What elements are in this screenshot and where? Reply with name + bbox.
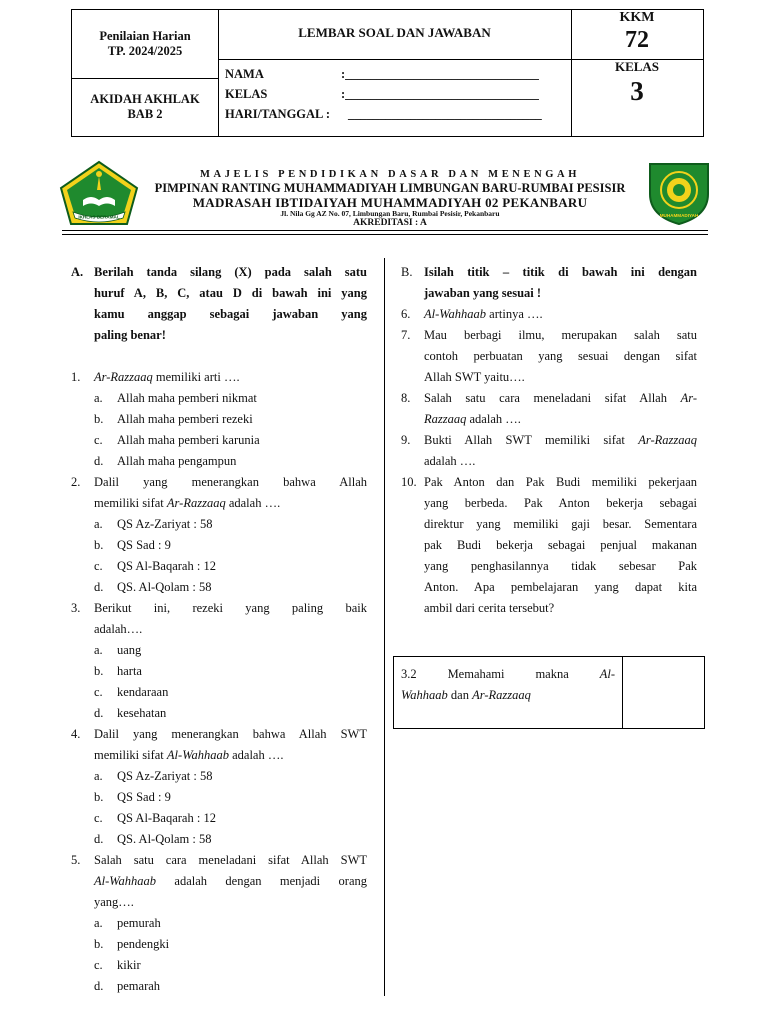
option-text: Allah maha pemberi rezeki	[117, 412, 253, 426]
option-letter: d.	[94, 580, 104, 594]
muhammadiyah-logo-text: MUHAMMADIYAH	[659, 213, 699, 218]
text-line	[424, 367, 697, 388]
text-line	[424, 577, 697, 598]
text-run: pak Budi bekerja sebagai penjual makanan	[424, 538, 697, 552]
italic-term: Ar-	[680, 391, 697, 405]
text-run: Berikut ini, rezeki yang paling baik	[94, 601, 367, 615]
text-line	[94, 598, 367, 619]
kd-box	[393, 656, 705, 729]
option-letter: d.	[94, 706, 104, 720]
subject-cell	[72, 92, 218, 122]
letterhead-address: Jl. Nila Gg AZ No. 07, Limbungan Baru, Rumbai Pesisir, Pekanbaru	[280, 209, 500, 218]
italic-term: Al-Wahhaab	[424, 307, 487, 321]
text-line	[424, 556, 697, 577]
text-line	[424, 472, 697, 493]
text-run: Mau berbagi ilmu, merupakan salah satu	[424, 328, 697, 342]
option-letter: b.	[94, 664, 104, 678]
text-run: ambil dari cerita tersebut?	[424, 601, 555, 615]
option-text: Allah maha pemberi nikmat	[117, 391, 257, 405]
text-run: adalah ….	[225, 496, 281, 510]
chapter-name: BAB 2	[127, 107, 163, 121]
option-text: QS Sad : 9	[117, 538, 171, 552]
option-text: pemurah	[117, 916, 161, 930]
text-run: Salah satu cara meneladani sifat Allah SWT	[94, 853, 367, 867]
option-letter: a.	[94, 769, 103, 783]
letterhead-line-2: PIMPINAN RANTING MUHAMMADIYAH LIMBUNGAN BARU-RUMBAI PESISIR	[154, 181, 626, 195]
ministry-logo-text: IKHLAS BERAMAL	[78, 214, 120, 220]
option-text: QS Sad : 9	[117, 790, 171, 804]
question-number: 2.	[71, 475, 81, 489]
text-run: Allah SWT yaitu….	[424, 370, 525, 384]
question-number: 8.	[401, 391, 411, 405]
option-letter: c.	[94, 433, 103, 447]
text-line	[424, 325, 697, 346]
subject-name: AKIDAH AKHLAK	[90, 92, 200, 106]
option-text: QS Az-Zariyat : 58	[117, 769, 213, 783]
text-line	[94, 871, 367, 892]
text-run: Pak Anton dan Pak Budi memiliki pekerjaan	[424, 475, 697, 489]
sheet-title: LEMBAR SOAL DAN JAWABAN	[298, 25, 491, 40]
text-run: 3.2 Memahami makna	[401, 667, 600, 681]
italic-term: Razzaaq	[424, 412, 467, 426]
text-run: Dalil yang menerangkan bahwa Allah SWT	[94, 727, 367, 741]
text-line	[94, 493, 367, 514]
text-run: adalah dengan menjadi orang	[156, 874, 367, 888]
column-divider	[384, 258, 385, 996]
kd-box-divider	[622, 657, 623, 728]
italic-term: Al-	[599, 667, 615, 681]
kkm-value: 72	[625, 27, 649, 53]
option-text: Allah maha pengampun	[117, 454, 237, 468]
option-letter: b.	[94, 538, 104, 552]
option-text: QS Az-Zariyat : 58	[117, 517, 213, 531]
text-run: adalah ….	[466, 412, 521, 426]
option-text: QS Al-Baqarah : 12	[117, 811, 216, 825]
text-line	[424, 514, 697, 535]
text-run: adalah ….	[424, 454, 476, 468]
option-letter: c.	[94, 811, 103, 825]
option-text: pendengki	[117, 937, 170, 951]
text-run: yang berbeda. Pak Anton bekerja sebagai	[424, 496, 697, 510]
nama-label: NAMA	[225, 67, 264, 81]
kelas-box-label: KELAS	[614, 59, 660, 74]
section-a-instruction: paling benar!	[94, 328, 166, 342]
option-letter: d.	[94, 454, 104, 468]
text-line	[424, 304, 697, 325]
option-letter: a.	[94, 643, 103, 657]
assessment-cell	[72, 29, 218, 59]
question-number: 1.	[71, 370, 81, 384]
italic-term: Ar-Razzaaq	[638, 433, 697, 447]
text-run: Salah satu cara meneladani sifat Allah	[424, 391, 681, 405]
question-number: 7.	[401, 328, 411, 342]
section-b-instruction: jawaban yang sesuai !	[424, 286, 542, 300]
letterhead-rule	[62, 230, 708, 231]
letterhead-line-1: MAJELIS PENDIDIKAN DASAR DAN MENENGAH	[200, 169, 580, 180]
italic-term: Al-Wahhaab	[166, 748, 229, 762]
question-number: 5.	[71, 853, 81, 867]
letterhead-line-3: MADRASAH IBTIDAIYAH MUHAMMADIYAH 02 PEKANBARU	[192, 195, 588, 210]
option-text: QS. Al-Qolam : 58	[117, 580, 212, 594]
kelas-field[interactable]: :_______________________________	[341, 87, 539, 101]
option-text: pemarah	[117, 979, 161, 993]
section-a-instruction: kamu anggap sebagai jawaban yang	[94, 307, 367, 321]
question-number: 3.	[71, 601, 81, 615]
text-run: yang penghasilannya tidak sebesar Pak	[424, 559, 697, 573]
italic-term: Ar-Razzaaq	[472, 688, 531, 702]
option-letter: c.	[94, 685, 103, 699]
nama-field[interactable]: :_______________________________	[341, 67, 539, 81]
text-line	[94, 619, 367, 640]
italic-term: Ar-Razzaaq	[94, 370, 153, 384]
muhammadiyah-logo	[644, 160, 714, 226]
option-letter: a.	[94, 517, 103, 531]
text-line	[401, 664, 615, 685]
text-line	[424, 493, 697, 514]
text-line	[94, 367, 367, 388]
italic-term: Al-Wahhaab	[94, 874, 157, 888]
kelas-box-value: 3	[630, 76, 644, 106]
section-b-instruction: Isilah titik – titik di bawah ini dengan	[424, 265, 697, 279]
question-number: 6.	[401, 307, 411, 321]
text-line	[424, 430, 697, 451]
option-text: kesehatan	[117, 706, 167, 720]
option-text: kendaraan	[117, 685, 169, 699]
italic-term: Ar-Razzaaq	[166, 496, 226, 510]
option-letter: c.	[94, 559, 103, 573]
text-line	[424, 346, 697, 367]
option-text: QS Al-Baqarah : 12	[117, 559, 216, 573]
text-run: adalah….	[94, 622, 143, 636]
text-line	[94, 892, 367, 913]
option-text: Allah maha pemberi karunia	[117, 433, 260, 447]
text-run: memiliki sifat	[94, 748, 167, 762]
kelas-label: KELAS	[225, 87, 268, 101]
text-line	[94, 850, 367, 871]
text-run: contoh perbuatan yang sesuai dengan sifat	[424, 349, 697, 363]
text-line	[424, 409, 697, 430]
option-letter: d.	[94, 979, 104, 993]
question-number: 4.	[71, 727, 81, 741]
option-letter: d.	[94, 832, 104, 846]
option-text: QS. Al-Qolam : 58	[117, 832, 212, 846]
text-line	[424, 451, 697, 472]
option-text: uang	[117, 643, 142, 657]
text-run: artinya ….	[486, 307, 543, 321]
letterhead-rule	[62, 234, 708, 235]
text-line	[424, 598, 697, 619]
kkm-label: KKM	[619, 10, 655, 25]
header-table	[71, 9, 704, 137]
hari-tanggal-field[interactable]: _______________________________	[348, 107, 542, 121]
text-run: memiliki sifat	[94, 496, 167, 510]
letterhead-accreditation: AKREDITASI : A	[353, 218, 427, 228]
assessment-name: Penilaian Harian	[99, 29, 191, 43]
text-run: Anton. Apa pembelajaran yang dapat kita	[424, 580, 697, 594]
option-letter: c.	[94, 958, 103, 972]
text-line	[94, 745, 367, 766]
option-letter: b.	[94, 937, 104, 951]
option-letter: a.	[94, 916, 103, 930]
text-run: adalah ….	[228, 748, 284, 762]
header-divider	[218, 59, 571, 60]
section-a-label: A.	[71, 265, 84, 279]
italic-term: Wahhaab	[401, 688, 448, 702]
text-line	[424, 535, 697, 556]
header-divider	[72, 78, 218, 79]
option-text: kikir	[117, 958, 141, 972]
school-year: TP. 2024/2025	[107, 44, 183, 58]
text-run: direktur yang memiliki gaji besar. Sementara	[424, 517, 697, 531]
text-run: dan	[447, 688, 473, 702]
option-text: harta	[117, 664, 142, 678]
text-run: yang….	[94, 895, 134, 909]
text-line	[424, 388, 697, 409]
text-line	[94, 724, 367, 745]
option-letter: a.	[94, 391, 103, 405]
text-line	[401, 685, 615, 706]
section-a-instruction: huruf A, B, C, atau D di bawah ini yang	[94, 286, 367, 300]
option-letter: b.	[94, 412, 104, 426]
text-run: Bukti Allah SWT memiliki sifat	[424, 433, 639, 447]
section-a-instruction: Berilah tanda silang (X) pada salah satu	[94, 265, 367, 279]
section-b-label: B.	[401, 265, 413, 279]
option-letter: b.	[94, 790, 104, 804]
hari-tanggal-label: HARI/TANGGAL :	[225, 107, 330, 121]
text-run: memiliki arti ….	[152, 370, 240, 384]
question-number: 10.	[401, 475, 417, 489]
text-run: Dalil yang menerangkan bahwa Allah	[94, 475, 367, 489]
text-line	[94, 472, 367, 493]
ministry-logo	[57, 160, 141, 228]
question-number: 9.	[401, 433, 411, 447]
